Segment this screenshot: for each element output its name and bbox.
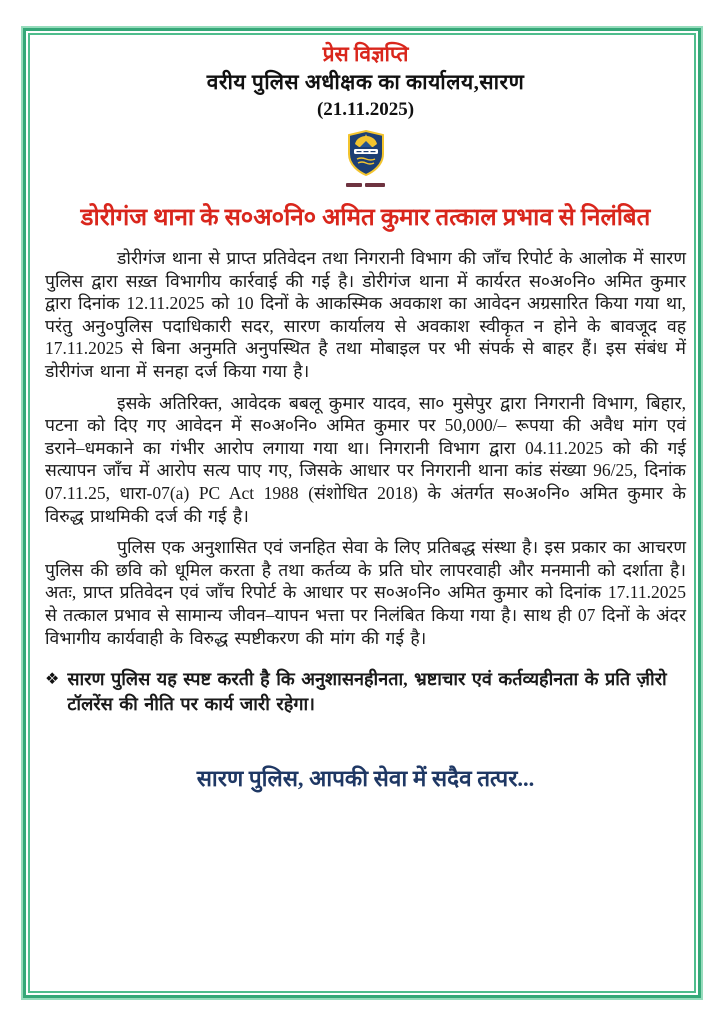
zero-tolerance-note xyxy=(45,667,686,716)
paragraph-2: इसके अतिरिक्त, आवेदक बबलू कुमार यादव, सा० मुसेपुर द्वारा निगरानी विभाग, बिहार, पटना को दिए गए आवेदन में स०अ०नि० अमित कुमार पर 50,000/– रूपया की अवैध मांग एवं डराने–धमकाने का गंभीर आरोप लगाया गया था। निगरानी विभाग द्वारा 04.11.2025 को की गई सत्यापन जाँच में आरोप सत्य पाए गए, जिसके आधार पर निगरानी थाना कांड संख्या 96/25, दिनांक 07.11.25, धारा-07(a) PC Act 1988 (संशोधित 2018) के अंतर्गत स०अ०नि० अमित कुमार के विरुद्ध प्राथमिकी दर्ज की गई है। xyxy=(45,392,686,526)
document-header xyxy=(45,40,686,122)
paragraph-1: डोरीगंज थाना से प्राप्त प्रतिवेदन तथा निगरानी विभाग की जाँच रिपोर्ट के आलोक में सारण पुलिस द्वारा सख़्त विभागीय कार्रवाई की गई है। डोरीगंज थाना में कार्यरत स०अ०नि० अमित कुमार द्वारा दिनांक 12.11.2025 को 10 दिनों के आकस्मिक अवकाश का आवेदन अग्रसारित किया गया था, परंतु अनु०पुलिस पदाधिकारी सदर, सारण कार्यालय से अवकाश स्वीकृत न होने के बावजूद वह 17.11.2025 से बिना अनुमति अनुपस्थित है तथा मोबाइल पर भी संपर्क से बाहर हैं। इस संबंध में डोरीगंज थाना में सनहा दर्ज किया गया है। xyxy=(45,248,686,381)
office-name: वरीय पुलिस अधीक्षक का कार्यालय,सारण xyxy=(206,70,525,94)
bihar-police-shield-icon xyxy=(347,130,385,176)
closing-slogan: सारण पुलिस, आपकी सेवा में सदैव तत्पर... xyxy=(196,766,535,792)
police-crest xyxy=(336,130,396,187)
press-release-document xyxy=(45,40,686,984)
logo-motto-text xyxy=(336,183,396,187)
zero-tolerance-text: सारण पुलिस यह स्पष्ट करती है कि अनुशासनहीनता, भ्रष्टाचार एवं कर्तव्यहीनता के प्रति ज़ीरो टॉलरेंस की नीति पर कार्य जारी रहेगा। xyxy=(67,669,667,714)
document-body xyxy=(45,247,686,649)
press-release-title: प्रेस विज्ञप्ति xyxy=(322,42,409,66)
press-release-headline: डोरीगंज थाना के स०अ०नि० अमित कुमार तत्काल प्रभाव से निलंबित xyxy=(80,205,651,231)
diamond-bullet-icon: ❖ xyxy=(45,669,60,689)
paragraph-3: पुलिस एक अनुशासित एवं जनहित सेवा के लिए प्रतिबद्ध संस्था है। इस प्रकार का आचरण पुलिस की छवि को धूमिल करता है तथा कर्तव्य के प्रति घोर लापरवाही और मनमानी को दर्शाता है। अतः, प्राप्त प्रतिवेदन एवं जाँच रिपोर्ट के आधार पर स०अ०नि० अमित कुमार को दिनांक 17.11.2025 से तत्काल प्रभाव से सामान्य जीवन–यापन भत्ता पर निलंबित किया गया है। साथ ही 07 दिनों के अंदर विभागीय कार्यवाही के विरुद्ध स्पष्टीकरण की मांग की गई है। xyxy=(45,537,686,648)
release-date: (21.11.2025) xyxy=(316,99,415,120)
